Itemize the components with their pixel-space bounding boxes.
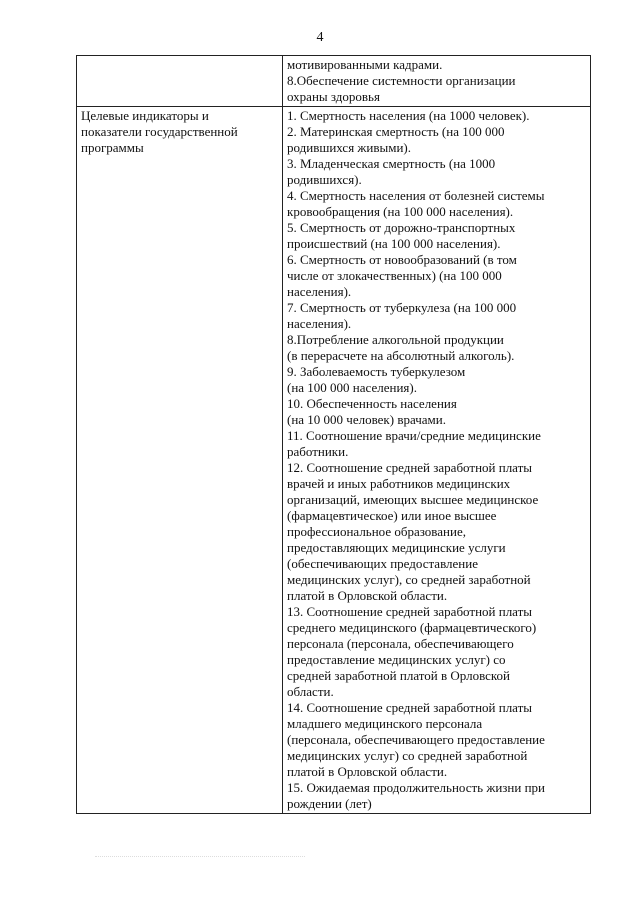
indicator-line: (обеспечивающих предоставление xyxy=(287,556,478,571)
indicator-line: платой в Орловской области. xyxy=(287,588,448,603)
indicator-line: предоставление медицинских услуг) со xyxy=(287,652,506,667)
indicator-line: врачей и иных работников медицинских xyxy=(287,476,511,491)
indicator-line: медицинских услуг), со средней заработной xyxy=(287,572,531,587)
indicator-line: 1. Смертность населения (на 1000 человек). xyxy=(287,108,530,123)
indicator-line: числе от злокачественных) (на 100 000 xyxy=(287,268,502,283)
indicator-line: 13. Соотношение средней заработной платы xyxy=(287,604,533,619)
scan-artifact xyxy=(95,852,305,857)
indicator-line: организаций, имеющих высшее медицинское xyxy=(287,492,539,507)
text-line: охраны здоровья xyxy=(287,89,380,104)
indicator-line: платой в Орловской области. xyxy=(287,764,448,779)
indicator-line: 4. Смертность населения от болезней системы xyxy=(287,188,545,203)
indicator-line: (на 10 000 человек) врачами. xyxy=(287,412,446,427)
indicator-line: 11. Соотношение врачи/средние медицинские xyxy=(287,428,541,443)
indicator-line: среднего медицинского (фармацевтического) xyxy=(287,620,537,635)
indicator-line: работники. xyxy=(287,444,349,459)
indicator-line: средней заработной платой в Орловской xyxy=(287,668,511,683)
indicator-line: рождении (лет) xyxy=(287,796,372,811)
indicator-line: 5. Смертность от дорожно-транспортных xyxy=(287,220,516,235)
indicator-line: 10. Обеспеченность населения xyxy=(287,396,457,411)
text-line: мотивированными кадрами. xyxy=(287,57,443,72)
indicator-line: младшего медицинского персонала xyxy=(287,716,483,731)
row-header-line: показатели государственной xyxy=(81,124,238,139)
indicator-line: 9. Заболеваемость туберкулезом xyxy=(287,364,466,379)
indicator-line: медицинских услуг) со средней заработной xyxy=(287,748,528,763)
indicator-line: профессиональное образование, xyxy=(287,524,466,539)
indicator-line: 12. Соотношение средней заработной платы xyxy=(287,460,533,475)
program-passport-table xyxy=(76,55,591,814)
row-header-line: программы xyxy=(81,140,144,155)
indicator-line: (персонала, обеспечивающего предоставление xyxy=(287,732,545,747)
indicator-line: 2. Материнская смертность (на 100 000 xyxy=(287,124,505,139)
table-row xyxy=(77,56,591,107)
table-cell-left xyxy=(77,56,283,107)
row-header-cell xyxy=(77,107,283,814)
indicator-line: (на 100 000 населения). xyxy=(287,380,417,395)
table-cell-right xyxy=(283,56,591,107)
page-number: 4 xyxy=(316,30,324,45)
indicators-cell xyxy=(283,107,591,814)
indicator-line: 7. Смертность от туберкулеза (на 100 000 xyxy=(287,300,517,315)
indicator-line: области. xyxy=(287,684,334,699)
indicator-line: (фармацевтическое) или иное высшее xyxy=(287,508,497,523)
indicator-line: населения). xyxy=(287,316,352,331)
row-header-line: Целевые индикаторы и xyxy=(81,108,209,123)
indicator-line: предоставляющих медицинские услуги xyxy=(287,540,506,555)
indicator-line: кровообращения (на 100 000 населения). xyxy=(287,204,514,219)
indicator-line: (в перерасчете на абсолютный алкоголь). xyxy=(287,348,515,363)
indicator-line: родившихся). xyxy=(287,172,362,187)
indicator-line: происшествий (на 100 000 населения). xyxy=(287,236,501,251)
indicator-line: 3. Младенческая смертность (на 1000 xyxy=(287,156,496,171)
indicator-line: 15. Ожидаемая продолжительность жизни при xyxy=(287,780,546,795)
indicator-line: родившихся живыми). xyxy=(287,140,412,155)
indicator-line: 8.Потребление алкогольной продукции xyxy=(287,332,504,347)
indicator-line: населения). xyxy=(287,284,352,299)
table-row xyxy=(77,107,591,814)
indicator-line: персонала (персонала, обеспечивающего xyxy=(287,636,514,651)
indicator-line: 6. Смертность от новообразований (в том xyxy=(287,252,517,267)
indicator-line: 14. Соотношение средней заработной платы xyxy=(287,700,533,715)
text-line: 8.Обеспечение системности организации xyxy=(287,73,516,88)
